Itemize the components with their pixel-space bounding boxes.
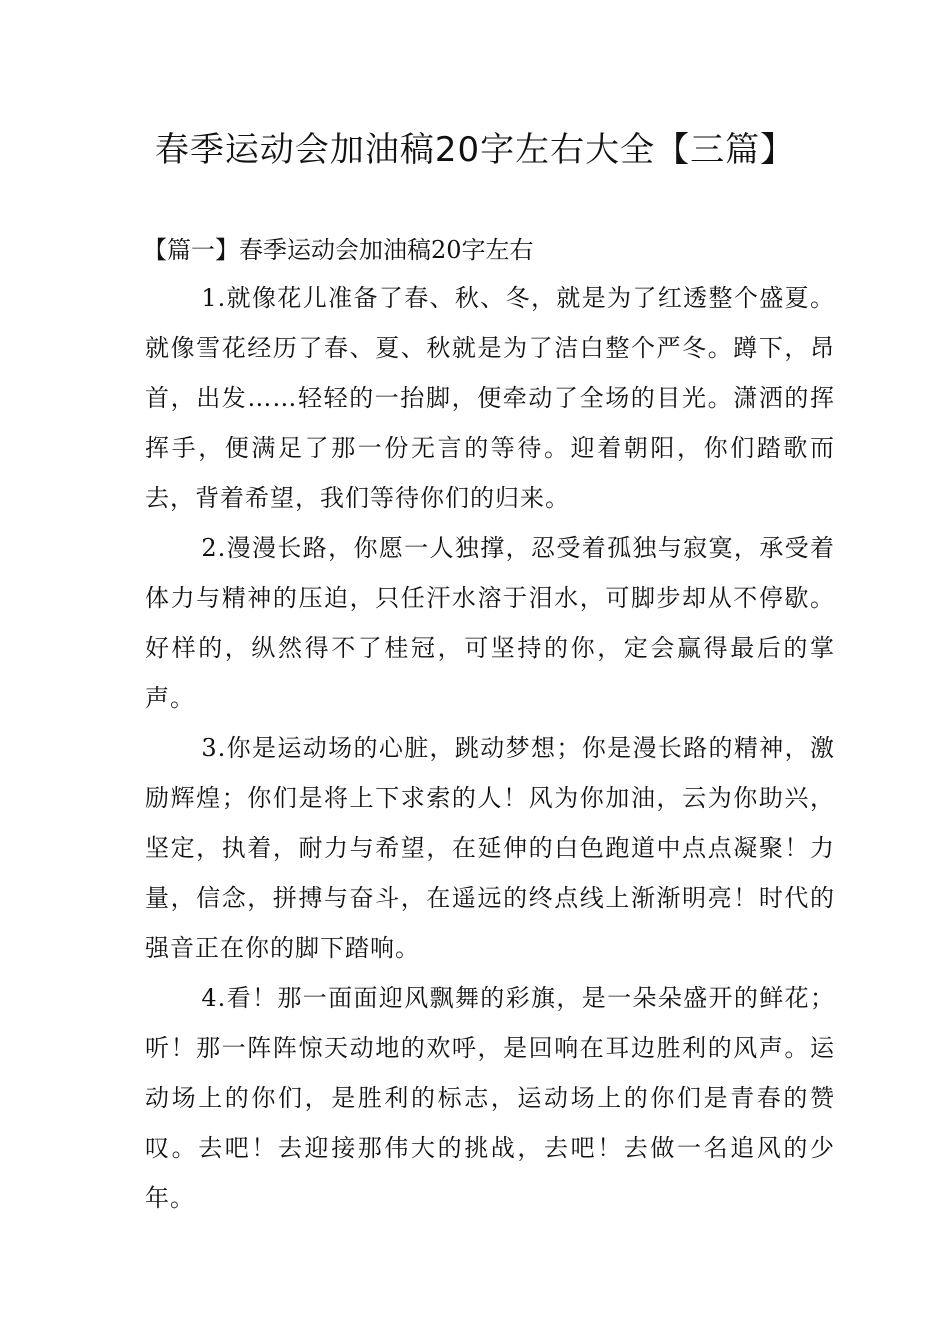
paragraph-3: 3.你是运动场的心脏，跳动梦想；你是漫长路的精神，激励辉煌；你们是将上下求索的人！风为你加油，云为你助兴，坚定，执着，耐力与希望，在延伸的白色跑道中点点凝聚！力量，信念，拼搏与奋斗，在遥远的终点线上渐渐明亮！时代的强音正在你的脚下踏响。	[145, 734, 835, 962]
paragraph-1: 1.就像花儿准备了春、秋、冬，就是为了红透整个盛夏。就像雪花经历了春、夏、秋就是为了洁白整个严冬。蹲下，昂首，出发……轻轻的一抬脚，便牵动了全场的目光。潇洒的挥挥手，便满足了那一份无言的等待。迎着朝阳，你们踏歌而去，背着希望，我们等待你们的归来。	[145, 284, 835, 512]
section-heading: 【篇一】春季运动会加油稿20字左右	[143, 236, 534, 264]
document-title: 春季运动会加油稿20字左右大全【三篇】	[154, 130, 796, 170]
paragraph-2: 2.漫漫长路，你愿一人独撑，忍受着孤独与寂寞，承受着体力与精神的压迫，只任汗水溶于泪水，可脚步却从不停歇。好样的，纵然得不了桂冠，可坚持的你，定会赢得最后的掌声。	[145, 534, 835, 712]
document-body	[145, 227, 835, 1223]
paragraph-4: 4.看！那一面面迎风飘舞的彩旗，是一朵朵盛开的鲜花；听！那一阵阵惊天动地的欢呼，是回响在耳边胜利的风声。运动场上的你们，是胜利的标志，运动场上的你们是青春的赞叹。去吧！去迎接那伟大的挑战，去吧！去做一名追风的少年。	[145, 984, 835, 1212]
